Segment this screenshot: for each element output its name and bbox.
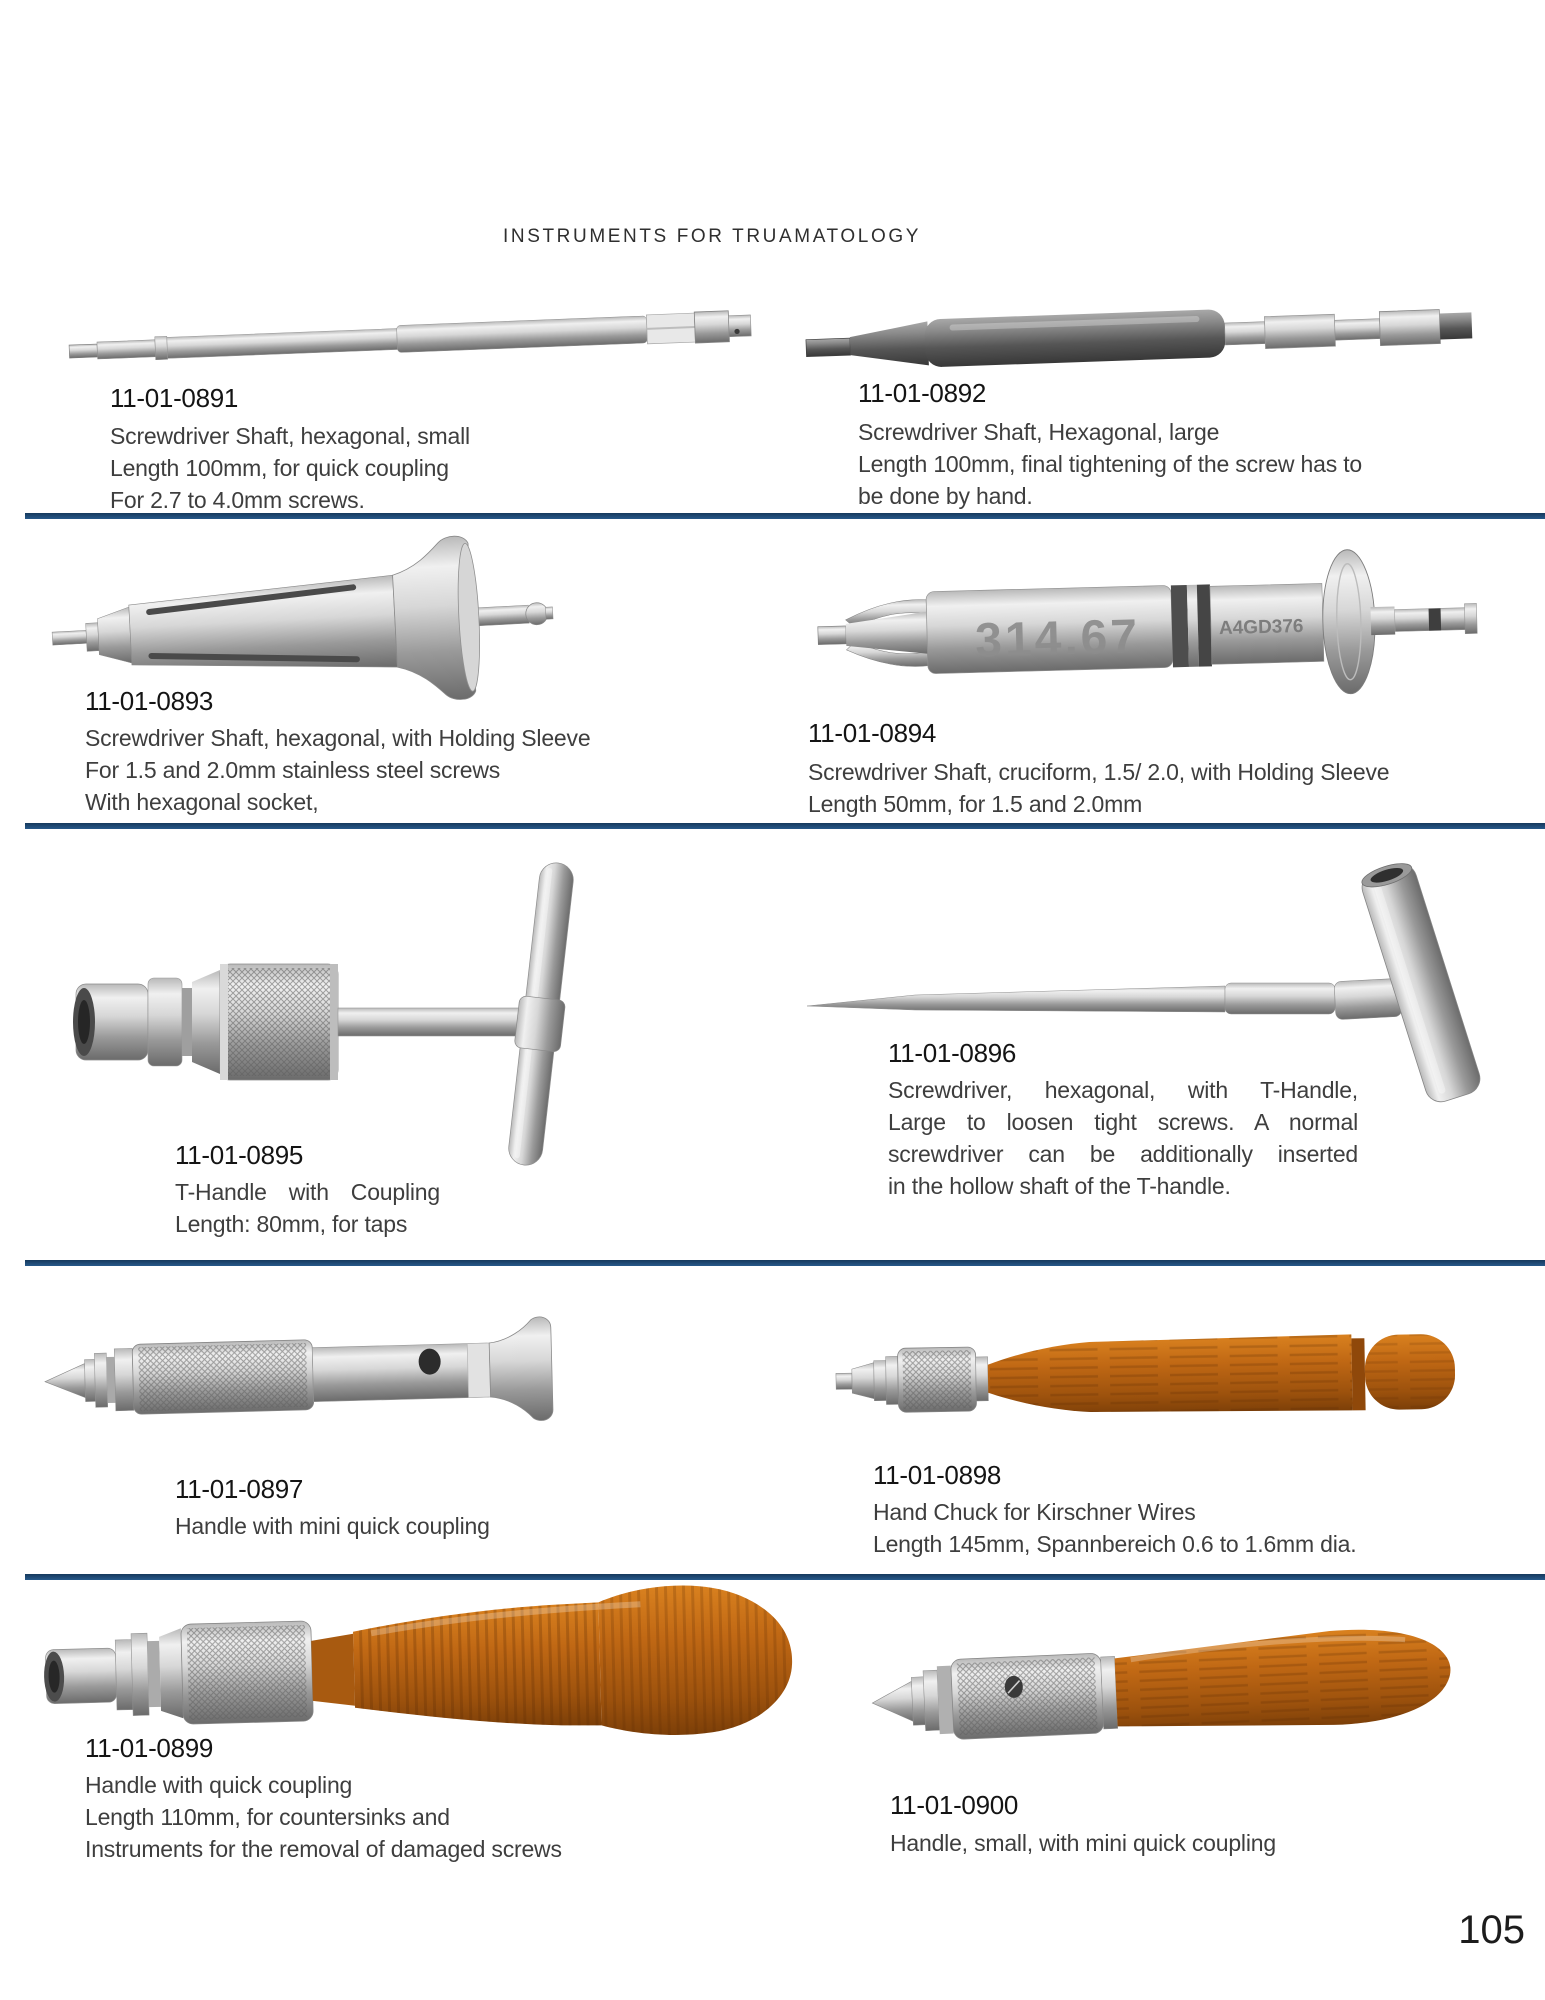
desc-line: Length 110mm, for countersinks and [85,1804,450,1830]
product-code-0895: 11-01-0895 [175,1140,304,1170]
product-code-0893: 11-01-0893 [85,686,214,716]
desc-line: Screwdriver Shaft, hexagonal, with Holding Sleeve [85,725,591,751]
desc-line: For 2.7 to 4.0mm screws. [110,487,365,513]
desc-line: Length 100mm, for quick coupling [110,455,449,481]
desc-line: Length 145mm, Spannbereich 0.6 to 1.6mm dia. [873,1531,1357,1557]
page-title: INSTRUMENTS FOR TRUAMATOLOGY [503,226,921,247]
instrument-photo-0891-screwdriver-shaft-small [64,285,756,389]
section-divider [25,1260,1545,1266]
desc-line: With hexagonal socket, [85,789,319,815]
product-desc-0899 [85,1769,562,1865]
desc-line: Handle with mini quick coupling [175,1513,490,1539]
desc-line: Hand Chuck for Kirschner Wires [873,1499,1196,1525]
desc-line: Instruments for the removal of damaged screws [85,1836,562,1862]
product-code-0897: 11-01-0897 [175,1474,304,1504]
product-desc-0891 [110,420,470,516]
instrument-photo-0895-t-handle-with-coupling [68,852,633,1177]
desc-line: Length: 80mm, for taps [175,1211,408,1237]
desc-line: Handle with quick coupling [85,1772,353,1798]
product-code-0900: 11-01-0900 [890,1790,1019,1820]
desc-line: in the hollow shaft of the T-handle. [888,1173,1231,1199]
product-code-0892: 11-01-0892 [858,378,987,408]
desc-line: Handle, small, with mini quick coupling [890,1830,1276,1856]
product-desc-0895 [175,1176,440,1240]
desc-line: Large to loosen tight screws. A normal [888,1109,1358,1135]
product-code-0894: 11-01-0894 [808,718,937,748]
instrument-photo-0897-handle-mini-quick-coupling [39,1311,562,1443]
product-code-0896: 11-01-0896 [888,1038,1017,1068]
desc-line: Length 100mm, final tightening of the screw has to [858,451,1362,477]
product-code-0899: 11-01-0899 [85,1733,214,1763]
desc-line: Length 50mm, for 1.5 and 2.0mm [808,791,1143,817]
product-code-0898: 11-01-0898 [873,1460,1002,1490]
instrument-photo-0894-cruciform-shaft-holding-sleeve [813,543,1482,715]
desc-line: Screwdriver Shaft, cruciform, 1.5/ 2.0, with Holding Sleeve [808,759,1390,785]
desc-line: Screwdriver, hexagonal, with T-Handle, [888,1077,1358,1103]
instrument-photo-0898-hand-chuck-kirschner-wires [831,1321,1463,1432]
section-divider [25,513,1545,519]
desc-line: be done by hand. [858,483,1033,509]
engraving-text: 314.67 [974,610,1141,668]
desc-line: screwdriver can be additionally inserted [888,1141,1358,1167]
product-desc-0892 [858,416,1362,512]
product-desc-0894 [808,756,1389,820]
instrument-photo-0892-screwdriver-shaft-large [799,282,1482,390]
desc-line: Screwdriver Shaft, Hexagonal, large [858,419,1220,445]
page-number: 105 [1458,1908,1525,1952]
instrument-photo-0900-handle-small-mini-quick-coupling [859,1599,1483,1778]
product-code-0891: 11-01-0891 [110,383,239,413]
desc-line: For 1.5 and 2.0mm stainless steel screws [85,757,501,783]
product-desc-0896 [888,1074,1358,1202]
product-desc-0898 [873,1496,1356,1560]
section-divider [25,823,1545,829]
product-desc-0900 [890,1827,1276,1859]
desc-line: Screwdriver Shaft, hexagonal, small [110,423,470,449]
product-desc-0893 [85,722,590,818]
serial-text: A4GD376 [1218,615,1304,640]
desc-line: T-Handle with Coupling [175,1179,440,1205]
product-desc-0897 [175,1510,490,1542]
